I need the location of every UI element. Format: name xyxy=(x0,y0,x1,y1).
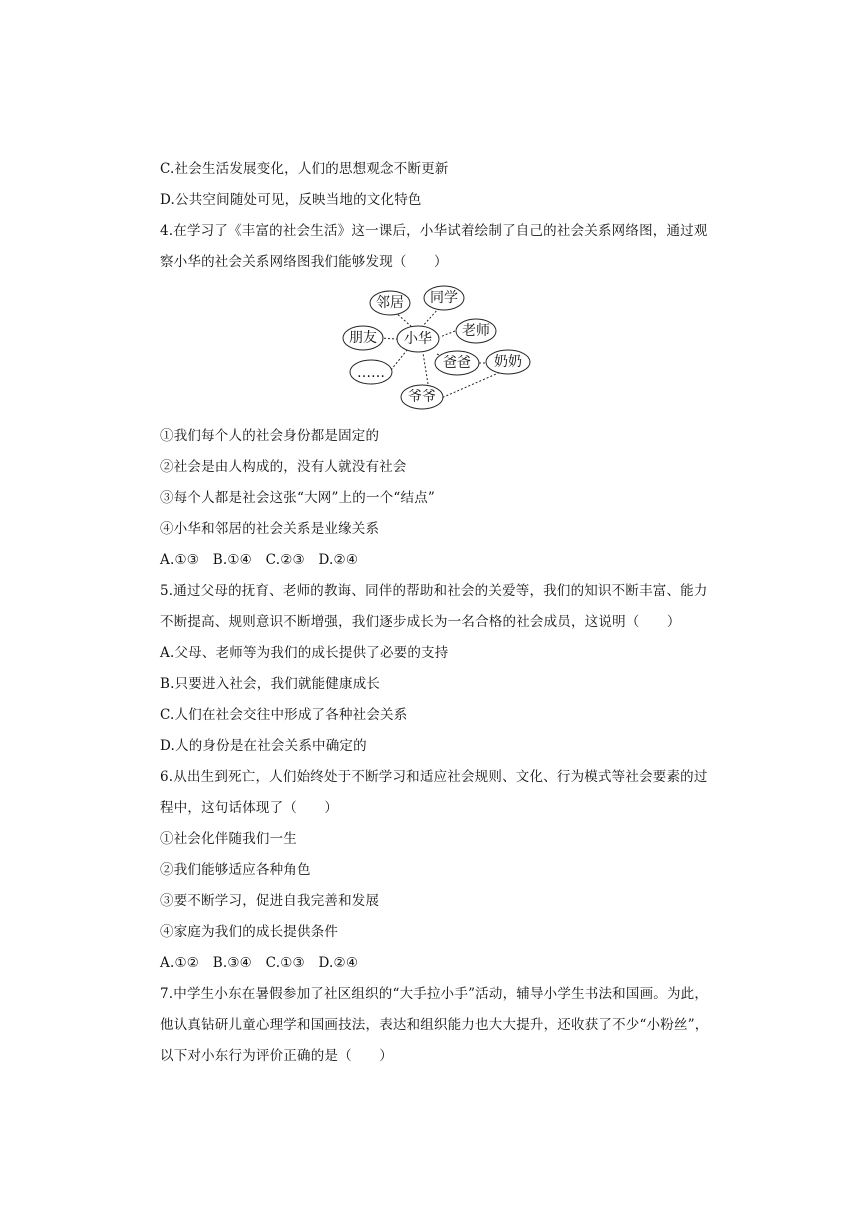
option-5b: B.只要进入社会，我们就能健康成长 xyxy=(160,676,381,692)
statement-4-4: ④小华和邻居的社会关系是业缘关系 xyxy=(160,521,380,537)
node-grandpa: 爷爷 xyxy=(408,389,436,405)
option-5d: D.人的身份是在社会关系中确定的 xyxy=(160,738,367,754)
question-7-line-3: 以下对小东行为评价正确的是（ ） xyxy=(160,1048,393,1064)
node-friend: 朋友 xyxy=(349,330,377,346)
option-3d: D.公共空间随处可见，反映当地的文化特色 xyxy=(160,192,422,208)
node-dad: 爸爸 xyxy=(443,355,471,371)
social-network-diagram xyxy=(335,282,535,414)
question-6-line-2: 程中，这句话体现了（ ） xyxy=(160,800,339,816)
statement-6-2: ②我们能够适应各种角色 xyxy=(160,862,311,878)
choices-4: A.①③ B.①④ C.②③ D.②④ xyxy=(160,552,359,568)
node-center: 小华 xyxy=(404,331,432,347)
statement-4-2: ②社会是由人构成的，没有人就没有社会 xyxy=(160,459,407,475)
node-classmate: 同学 xyxy=(430,290,458,306)
statement-6-1: ①社会化伴随我们一生 xyxy=(160,831,297,847)
option-3c: C.社会生活发展变化，人们的思想观念不断更新 xyxy=(160,161,449,177)
network-diagram-svg xyxy=(335,282,535,414)
question-7-line-2: 他认真钻研儿童心理学和国画技法，表达和组织能力也大大提升，还收获了不少“小粉丝”， xyxy=(160,1017,709,1033)
question-5-line-2: 不断提高、规则意识不断增强，我们逐步成长为一名合格的社会成员，这说明（ ） xyxy=(160,614,681,630)
statement-6-3: ③要不断学习，促进自我完善和发展 xyxy=(160,893,380,909)
statement-4-1: ①我们每个人的社会身份都是固定的 xyxy=(160,428,380,444)
question-6-line-1: 6.从出生到死亡，人们始终处于不断学习和适应社会规则、文化、行为模式等社会要素的过 xyxy=(160,769,708,785)
option-5a: A.父母、老师等为我们的成长提供了必要的支持 xyxy=(160,645,449,661)
question-4-line-2: 察小华的社会关系网络图我们能够发现（ ） xyxy=(160,254,448,270)
choices-6: A.①② B.③④ C.①③ D.②④ xyxy=(160,955,359,971)
node-grandma: 奶奶 xyxy=(494,354,522,370)
question-4-line-1: 4.在学习了《丰富的社会生活》这一课后，小华试着绘制了自己的社会关系网络图，通过观 xyxy=(160,223,708,239)
statement-6-4: ④家庭为我们的成长提供条件 xyxy=(160,924,339,940)
option-5c: C.人们在社会交往中形成了各种社会关系 xyxy=(160,707,408,723)
question-7-line-1: 7.中学生小东在暑假参加了社区组织的“大手拉小手”活动，辅导小学生书法和国画。为此， xyxy=(160,986,709,1002)
node-teacher: 老师 xyxy=(462,323,490,339)
statement-4-3: ③每个人都是社会这张“大网”上的一个“结点” xyxy=(160,490,436,506)
node-more: …… xyxy=(357,365,385,381)
question-5-line-1: 5.通过父母的抚育、老师的教诲、同伴的帮助和社会的关爱等，我们的知识不断丰富、能力 xyxy=(160,583,708,599)
node-neighbor: 邻居 xyxy=(376,295,404,311)
